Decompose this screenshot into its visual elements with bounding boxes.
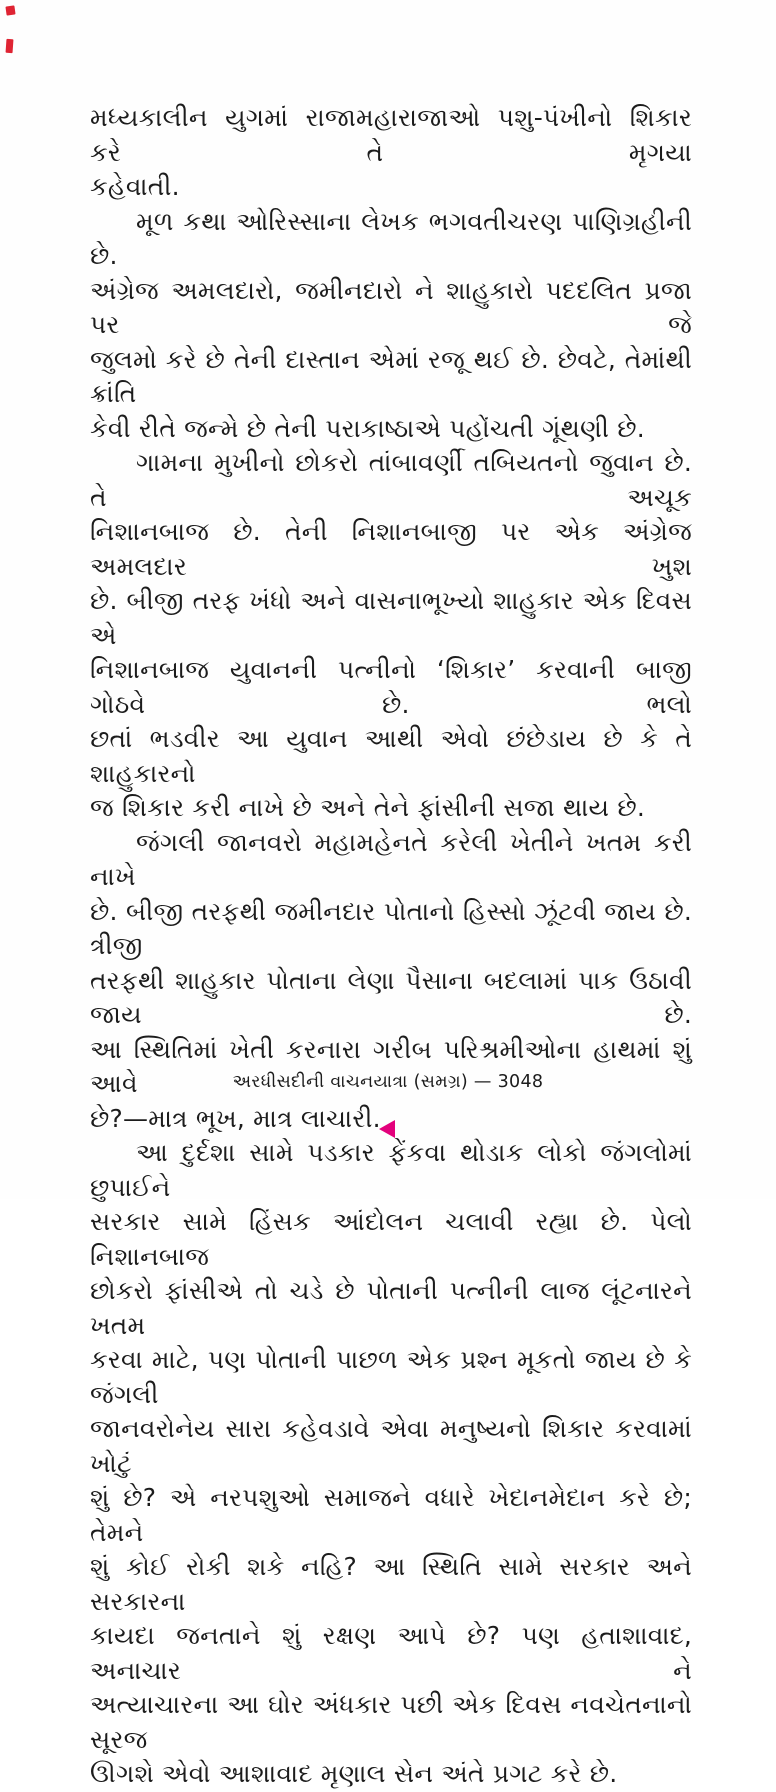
paragraph [90, 446, 692, 826]
text-line: કાયદા જનતાને શું રક્ષણ આપે છે? પણ હતાશાવાદ, અનાચાર ને [90, 1621, 692, 1685]
text-line: અંગ્રેજ અમલદારો, જમીનદારો ને શાહુકારો પદદલિત પ્રજા પર જે [90, 275, 692, 339]
text-line: શું કોઈ રોકી શકે નહિ? આ સ્થિતિ સામે સરકાર અને સરકારના [90, 1552, 692, 1616]
text-line: અત્યાચારના આ ઘોર અંધકાર પછી એક દિવસ નવચેતનાનો સૂરજ [90, 1690, 692, 1754]
text-line: મધ્યકાલીન યુગમાં રાજામહારાજાઓ પશુ-પંખીનો શિકાર કરે તે મૃગયા [90, 103, 692, 167]
text-line: ગામના મુખીનો છોકરો તાંબાવર્ણી તબિયતનો જુવાન છે. તે અચૂક [90, 448, 692, 512]
text-line: આ સ્થિતિમાં ખેતી કરનારા ગરીબ પરિશ્રમીઓના હાથમાં શું આવે [90, 1034, 692, 1098]
footer-caption: અરધીસદીની વાચનયાત્રા (સમગ્ર) — 3048 [232, 1072, 544, 1092]
back-triangle-icon[interactable] [379, 1120, 395, 1138]
text-line: જંગલી જાનવરો મહામહેનતે કરેલી ખેતીને ખતમ કરી નાખે [90, 827, 692, 891]
text-line: કેવી રીતે જન્મે છે તેની પરાકાષ્ઠાએ પહોંચતી ગૂંથણી છે. [90, 413, 645, 443]
text-line: છે?—માત્ર ભૂખ, માત્ર લાચારી. [90, 1103, 381, 1133]
page-text-block [90, 101, 692, 1792]
text-line: નિશાનબાજ છે. તેની નિશાનબાજી પર એક અંગ્રેજ અમલદાર ખુશ [90, 517, 692, 581]
text-line: જાનવરોનેય સારા કહેવડાવે એવા મનુષ્યનો શિકાર કરવામાં ખોટું [90, 1414, 692, 1478]
paragraph [90, 205, 692, 447]
text-line: શું છે? એ નરપશુઓ સમાજને વધારે ખેદાનમેદાન કરે છે; તેમને [90, 1483, 692, 1547]
text-line: કહેવાતી. [90, 172, 180, 201]
text-line: જુલમો કરે છે તેની દાસ્તાન એમાં રજૂ થઈ છે. છેવટે, તેમાંથી ક્રાંતિ [90, 344, 692, 408]
text-line: છોકરો ફાંસીએ તો ચડે છે પોતાની પત્નીની લાજ લૂંટનારને ખતમ [90, 1276, 692, 1340]
text-line: મૂળ કથા ઓરિસ્સાના લેખક ભગવતીચરણ પાણિગ્રહીની છે. [90, 206, 692, 270]
text-line: છતાં ભડવીર આ યુવાન આથી એવો છંછેડાય છે કે તે શાહુકારનો [90, 724, 692, 788]
text-line: સરકાર સામે હિંસક આંદોલન ચલાવી રહ્યા છે. પેલો નિશાનબાજ [90, 1207, 692, 1271]
text-line: જ શિકાર કરી નાખે છે અને તેને ફાંસીની સજા થાય છે. [90, 793, 646, 822]
text-line: આ દુર્દશા સામે પડકાર ફેંકવા થોડાક લોકો જંગલોમાં છુપાઈને [90, 1138, 692, 1202]
text-line: છે. બીજી તરફથી જમીનદાર પોતાનો હિસ્સો ઝૂંટવી જાય છે. ત્રીજી [90, 896, 692, 960]
text-line: છે. બીજી તરફ ખંધો અને વાસનાભૂખ્યો શાહુકાર એક દિવસ એ [90, 586, 692, 650]
text-line: નિશાનબાજ યુવાનની પત્નીનો ‘શિકાર’ કરવાની બાજી ગોઠવે છે. ભલો [90, 655, 692, 719]
red-edge-mark [6, 39, 14, 53]
paragraph [90, 1136, 692, 1792]
text-line: તરફથી શાહુકાર પોતાના લેણા પૈસાના બદલામાં પાક ઉઠાવી જાય છે. [90, 965, 692, 1029]
paragraph [90, 101, 692, 205]
red-edge-mark [5, 5, 15, 15]
text-line: કરવા માટે, પણ પોતાની પાછળ એક પ્રશ્ન મૂકતો જાય છે કે જંગલી [90, 1345, 692, 1409]
text-line: ઊગશે એવો આશાવાદ મૃણાલ સેન અંતે પ્રગટ કરે છે. [90, 1759, 618, 1788]
